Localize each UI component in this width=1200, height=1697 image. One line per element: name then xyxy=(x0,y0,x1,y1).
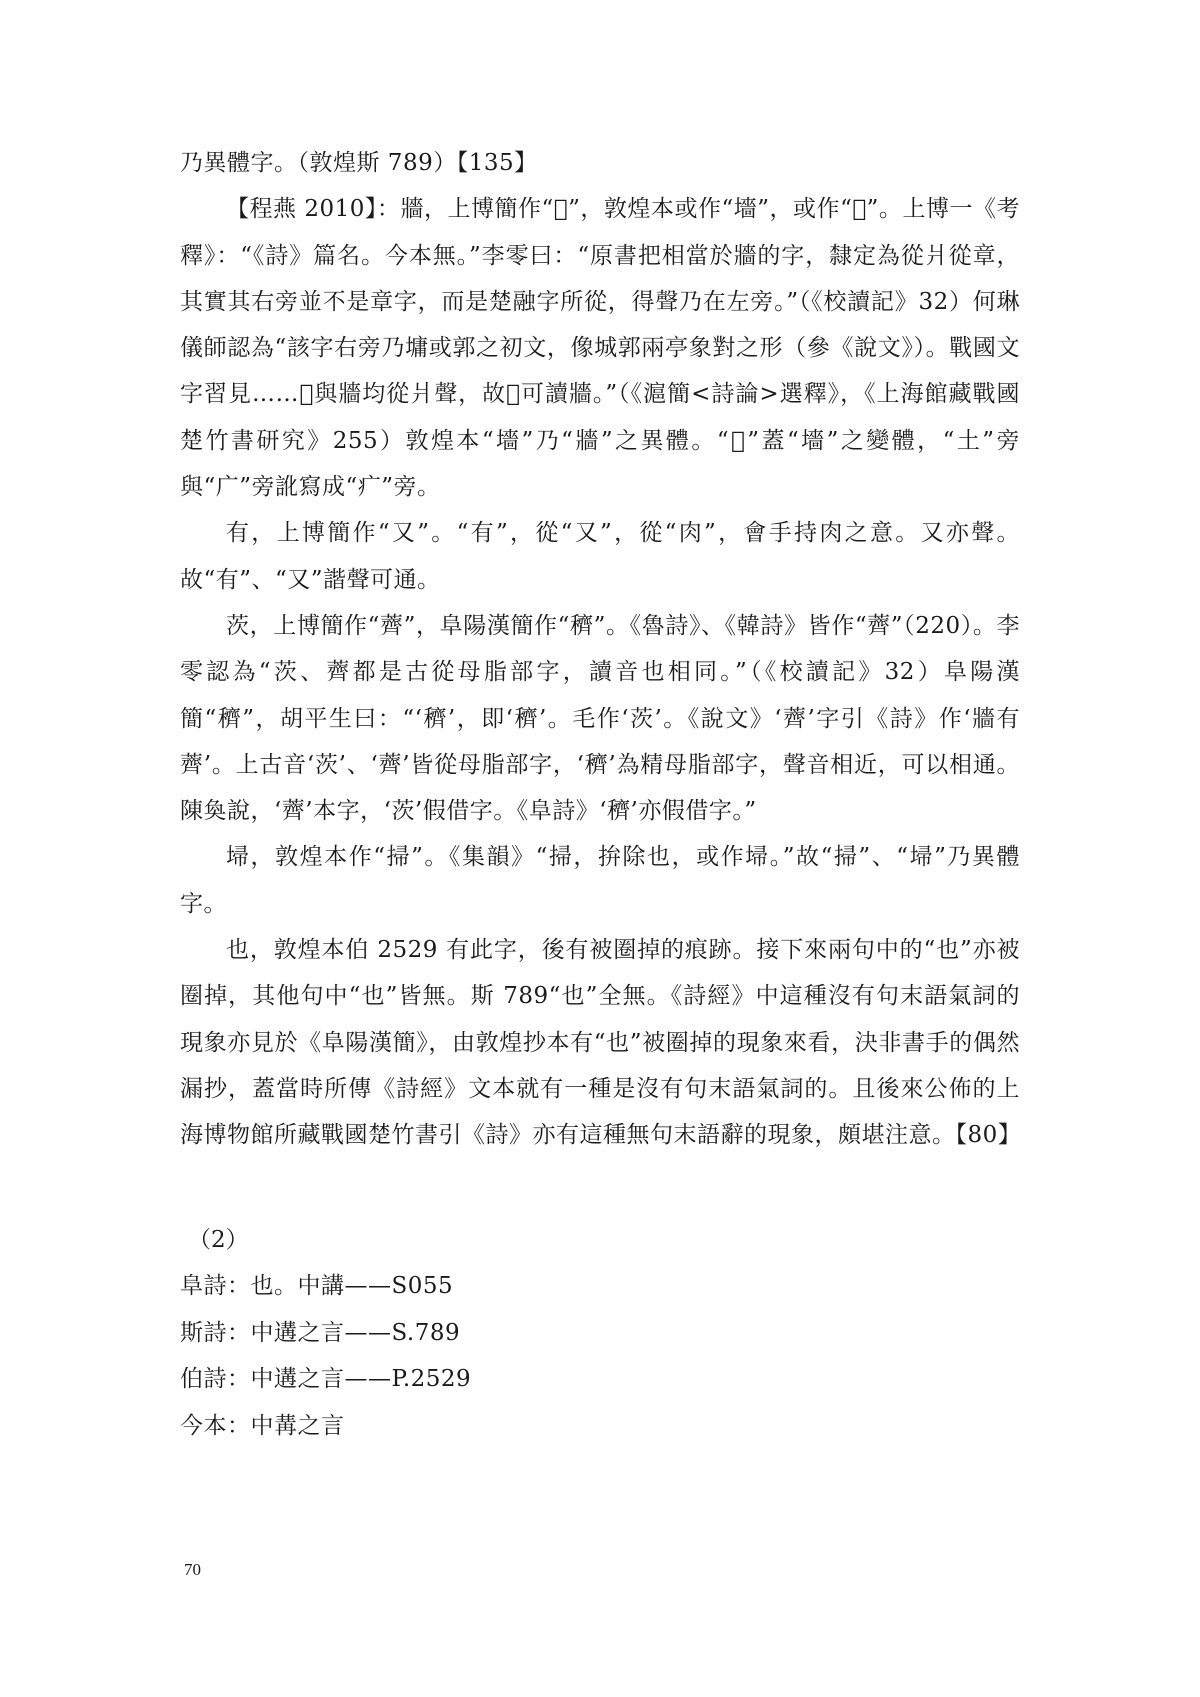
page-number: 70 xyxy=(184,1560,201,1579)
list-item: 阜詩：也。中講——S055 xyxy=(180,1273,454,1300)
paragraph-ci: 茨，上博簡作“薺”，阜陽漢簡作“穧”。《魯詩》、《韓詩》皆作“薺”（220）。李零認為“茨、薺都是古從母脂部字，讀音也相同。”（《校讀記》32）阜陽漢簡“穧”，胡平生曰：“‘穧’，即‘穧’。毛作‘茨’。《說文》‘薺’字引《詩》作‘牆有薺’。上古音‘茨’、‘薺’皆從母脂部字，‘穧’為精母脂部字，聲音相近，可以相通。陳奐說，‘薺’本字，‘茨’假借字。《阜詩》‘穧’亦假借字。” xyxy=(180,612,1020,825)
paragraph-cheng-yan: 【程燕 2010】：牆，上博簡作“𤖨”，敦煌本或作“墻”，或作“𤺴”。上博一《考釋》：“《詩》篇名。今本無。”李零曰：“原書把相當於牆的字，隸定為從爿從章，其實其右旁並不是章字，而是楚融字所從，得聲乃在左旁。”（《校讀記》32）何琳儀師認為“該字右旁乃墉或郭之初文，像城郭兩亭象對之形（參《說文》）。戰國文字習見……𤖨與牆均從爿聲，故𤖨可讀牆。”（《滬簡<詩論>選釋》，《上海館藏戰國楚竹書研究》255）敦煌本“墻”乃“牆”之異體。“𤺴”蓋“墻”之變體，“土”旁與“广”旁訛寫成“疒”旁。 xyxy=(180,196,1020,501)
list-item: 伯詩：中遘之言——P.2529 xyxy=(180,1366,472,1393)
section-label: （2） xyxy=(188,1226,249,1253)
paragraph-you: 有，上博簡作“又”。“有”，從“又”，從“肉”，會手持肉之意。又亦聲。故“有”、“又”諧聲可通。 xyxy=(180,520,1020,593)
section-spacer xyxy=(180,1159,1020,1217)
list-item: 斯詩：中遘之言——S.789 xyxy=(180,1319,461,1346)
paragraph-sao: 埽，敦煌本作“掃”。《集韻》“掃，拚除也，或作埽。”故“掃”、“埽”乃異體字。 xyxy=(180,844,1020,917)
version-list xyxy=(180,1263,1020,1449)
list-item: 今本：中冓之言 xyxy=(180,1412,345,1439)
document-page xyxy=(180,140,1020,1449)
paragraph-continuation: 乃異體字。（敦煌斯 789）【135】 xyxy=(180,150,538,176)
paragraph-ye: 也，敦煌本伯 2529 有此字，後有被圈掉的痕跡。接下來兩句中的“也”亦被圈掉，其他句中“也”皆無。斯 789“也”全無。《詩經》中這種沒有句末語氣詞的現象亦見於《阜陽漢簡》，由敦煌抄本有“也”被圈掉的現象來看，決非書手的偶然漏抄，蓋當時所傳《詩經》文本就有一種是沒有句末語氣詞的。且後來公佈的上海博物館所藏戰國楚竹書引《詩》亦有這種無句末語辭的現象，頗堪注意。【80】 xyxy=(180,937,1022,1149)
